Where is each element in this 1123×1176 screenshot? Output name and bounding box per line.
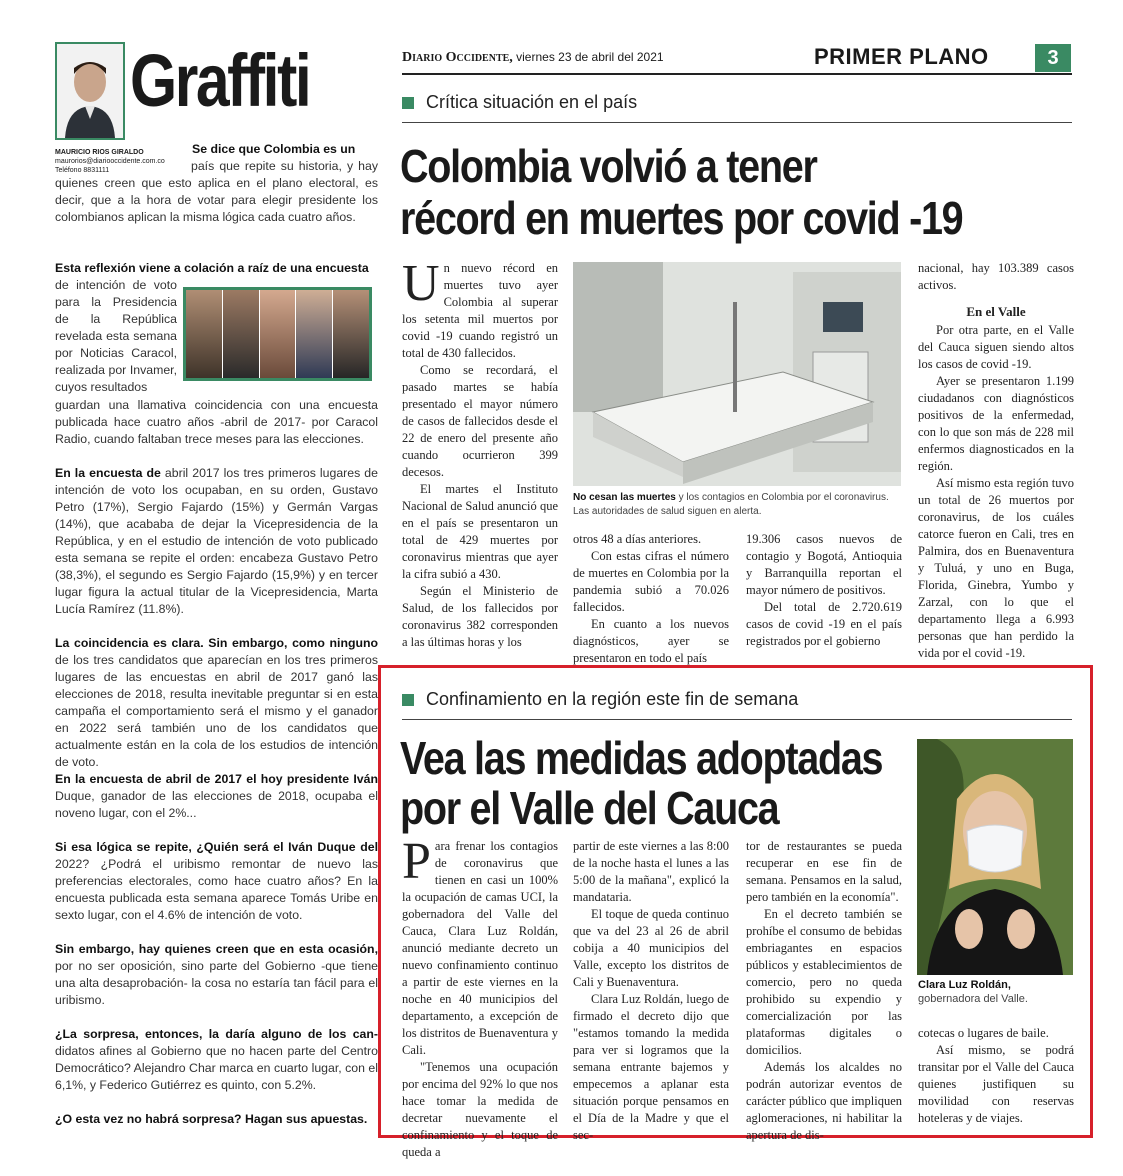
graffiti-p7: Sin embargo, hay quienes creen que en esta ocasión, por no ser oposición, sino parte del Gobierno -que tiene una alta desaprobación- la cosa no estaría tan fácil para el uribismo.	[55, 942, 378, 1007]
story2-caption: Clara Luz Roldán, gobernadora del Valle.	[918, 979, 1028, 1005]
story2-headline-line1: Vea las medidas adoptadas	[400, 732, 883, 784]
story1-column2: otros 48 a días anteriores. Con estas cifras el número de muertes en Colombia por la pandemia subió a 70.026 fallecidos. En cuanto a los nuevos diagnósticos, ayer se presentaron en todo el país	[573, 532, 729, 665]
story1-dropcap: U	[402, 255, 440, 312]
candidates-photo	[183, 287, 372, 381]
kicker-square-icon	[402, 694, 414, 706]
story2-column4: cotecas o lugares de baile. Así mismo, se podrá transitar por el Valle del Cauca quienes justifiquen su movilidad con reservas hoteleras y de viajes.	[918, 1026, 1074, 1125]
graffiti-p1-body: país que repite su historia, y hay quienes creen que esto aplica en el plano electoral, es decir, que a la hora de votar para elegir presidente los colombianos aplican la misma lógica cada cuatro años.	[55, 159, 378, 224]
page-number: 3	[1035, 44, 1071, 72]
author-email: maurorios@diariooccidente.com.co	[55, 158, 165, 165]
story2-dropcap: P	[402, 833, 431, 890]
graffiti-p2-lead: Esta reflexión viene a colación a raíz de una encuesta	[55, 261, 369, 275]
story1-rule	[402, 122, 1072, 123]
author-name: MAURICIO RIOS GIRALDO	[55, 149, 144, 156]
hospital-photo	[573, 262, 901, 486]
kicker-square-icon	[402, 97, 414, 109]
story2-headline-line2: por el Valle del Cauca	[400, 782, 779, 834]
publication-date: viernes 23 de abril del 2021	[516, 50, 664, 64]
governor-photo	[917, 739, 1073, 975]
story2-column1: Para frenar los contagios de coronavirus que tienen en casi un 100% la ocupación de camas UCI, la gobernadora del Valle del Cauca, Clara Luz Roldán, anunció mediante decreto un nuevo confinamiento continuo a partir de este viernes en la noche en 40 municipios del departamento, a excepción de los distritos de Buenaventura y Cali. "Tenemos una ocupación por encima del 92% lo que nos hace tomar la medida de decretar nuevamente el confinamiento y el toque de queda a	[402, 833, 558, 1159]
story2-column3: tor de restaurantes se pueda recuperar en ese fin de semana. Pensamos en la salud, pero también en la economía". En el decreto también se prohíbe el consumo de bebidas embriagantes en espacios públicos y establecimientos de comercio, pero no queda prohibido su expendio y comercialización por las plataformas digitales o domicilios. Además los alcaldes no podrán autorizar eventos de carácter público que impliquen aglomeraciones, ni habilitar la apertura de dis-	[746, 839, 902, 1142]
story1-caption: No cesan las muertes y los contagios en Colombia por el coronavirus. Las autoridades de salud siguen en alerta.	[573, 492, 889, 517]
graffiti-p9: ¿O esta vez no habrá sorpresa? Hagan sus apuestas.	[55, 1112, 368, 1126]
story2-kicker: Confinamiento en la región este fin de semana	[402, 689, 798, 710]
newspaper-brand: Diario Occidente,	[402, 50, 513, 65]
story2-rule	[402, 719, 1072, 720]
story1-kicker: Crítica situación en el país	[402, 92, 637, 113]
story2-column2: partir de este viernes a las 8:00 de la noche hasta el lunes a las 5:00 de la mañana", explicó la mandataria. El toque de queda continuo que va del 23 al 26 de abril cobija a 40 municipios del Valle, excepto los distritos de Cali y Buenaventura. Clara Luz Roldán, luego de firmado el decreto dijo que "estamos tomando la medida para ver si logramos que la semana entrante bajemos y empecemos a aplanar esta situación porque pensamos en el Día de la Madre y que el sec-	[573, 839, 729, 1142]
graffiti-p6: Si esa lógica se repite, ¿Quién será el Iván Duque del 2022? ¿Podrá el uribismo remontar de nuevo las preferencias electorales, como hace cuatro años? En la encuesta publicada esta semana aparece Tomás Uribe en sexto lugar, con el 4.6% de intención de voto.	[55, 840, 378, 922]
graffiti-p2-rest: guardan una llamativa coincidencia con una encuesta publicada hace cuatro años -abril de 2017- por Caracol Radio, cuando faltaban trece meses para las elecciones.	[55, 398, 378, 446]
graffiti-p5: En la encuesta de abril de 2017 el hoy presidente Iván Duque, ganador de las elecciones de 2018, ocupaba el noveno lugar, con el 2%...	[55, 772, 378, 820]
story1-column3: 19.306 casos nuevos de contagio y Bogotá, Antioquia y Barranquilla reportan el mayor número de positivos. Del total de 2.720.619 casos de covid -19 en el país registrados por el gobierno	[746, 532, 902, 648]
graffiti-p2-wrap: de intención de voto para la Presidencia de la República revelada esta semana por Noticias Caracol, realizada por Invamer, cuyos resultados	[55, 278, 177, 394]
masthead	[402, 50, 664, 66]
story1-headline-line1: Colombia volvió a tener	[400, 140, 817, 192]
story1-headline-line2: récord en muertes por covid -19	[400, 192, 963, 244]
graffiti-p3: En la encuesta de abril 2017 los tres primeros lugares de intención de voto los ocupaban, en su orden, Gustavo Petro (17%), Sergio Fajardo (15%) y Germán Vargas (14%), que acababa de dejar la Vicepresidencia de la República, y en el estudio de intención de voto publicado esta semana se repite el orden: encabeza Gustavo Petro (38,3%), el segundo es Sergio Fajardo (15,9%) y en tercer lugar figura la actual titular de la Vicepresidencia, Marta Lucía Ramírez (11.8%).	[55, 466, 378, 616]
story1-column1: Un nuevo récord en muertes tuvo ayer Colombia al superar los setenta mil muertos por covid -19 cuando registró un total de 430 fallecidos. Como se recordará, el pasado martes se había presentado el mayor número de casos de fallecidos desde el 22 de enero del presente año cuando ocurrieron 399 decesos. El martes el Instituto Nacional de Salud anunció que en el país se presentaron un total de 429 muertes por coronavirus mientras que ayer la cifra subió a 430. Según el Ministerio de Salud, de los fallecidos por coronavirus 382 corresponden a las últimas horas y los	[402, 255, 558, 649]
graffiti-p8: ¿La sorpresa, entonces, la daría alguno de los can- didatos afines al Gobierno que no hacen parte del Centro Democrático? Alejandro Char marca en cuarto lugar, con el 6,1%, y Federico Gutiérrez es quinto, con 5.2%.	[55, 1027, 378, 1092]
graffiti-p1-lead: Se dice que Colombia es un	[192, 142, 356, 156]
story1-column4: nacional, hay 103.389 casos activos. En el Valle Por otra parte, en el Valle del Cauca siguen siendo altos los casos de covid -19. Ayer se presentaron 1.199 ciudadanos con diagnósticos positivos de la enfermedad, con lo que son más de 228 mil enfermos diagnosticados en la región. Así mismo esta región tuvo un total de 26 muertos por coronavirus, de los cuáles catorce fueron en Cali, tres en Palmira, dos en Buenaventura y Tuluá, y uno en Buga, Florida, Ginebra, Yumbo y Zarzal, con lo que el departamento llega a 6.993 personas que han perdido la vida por el covid -19.	[918, 261, 1074, 660]
graffiti-p4: La coincidencia es clara. Sin embargo, como ninguno de los tres candidatos que aparecían en los tres primeros lugares de las encuestas en abril de 2017 ganó las elecciones de 2018, resulta inevitable preguntar si en esta campaña el comportamiento será el mismo y el ganador en 2022 será también uno de los candidatos que actualmente están en la cola de los estudios de intención de voto.	[55, 636, 378, 769]
author-phone: Teléfono 8831111	[55, 167, 110, 174]
section-title: PRIMER PLANO	[814, 44, 989, 69]
story1-subhead: En el Valle	[966, 304, 1026, 319]
columnist-photo	[55, 42, 125, 140]
header-rule	[402, 73, 1072, 75]
column-title: Graffiti	[130, 39, 310, 122]
